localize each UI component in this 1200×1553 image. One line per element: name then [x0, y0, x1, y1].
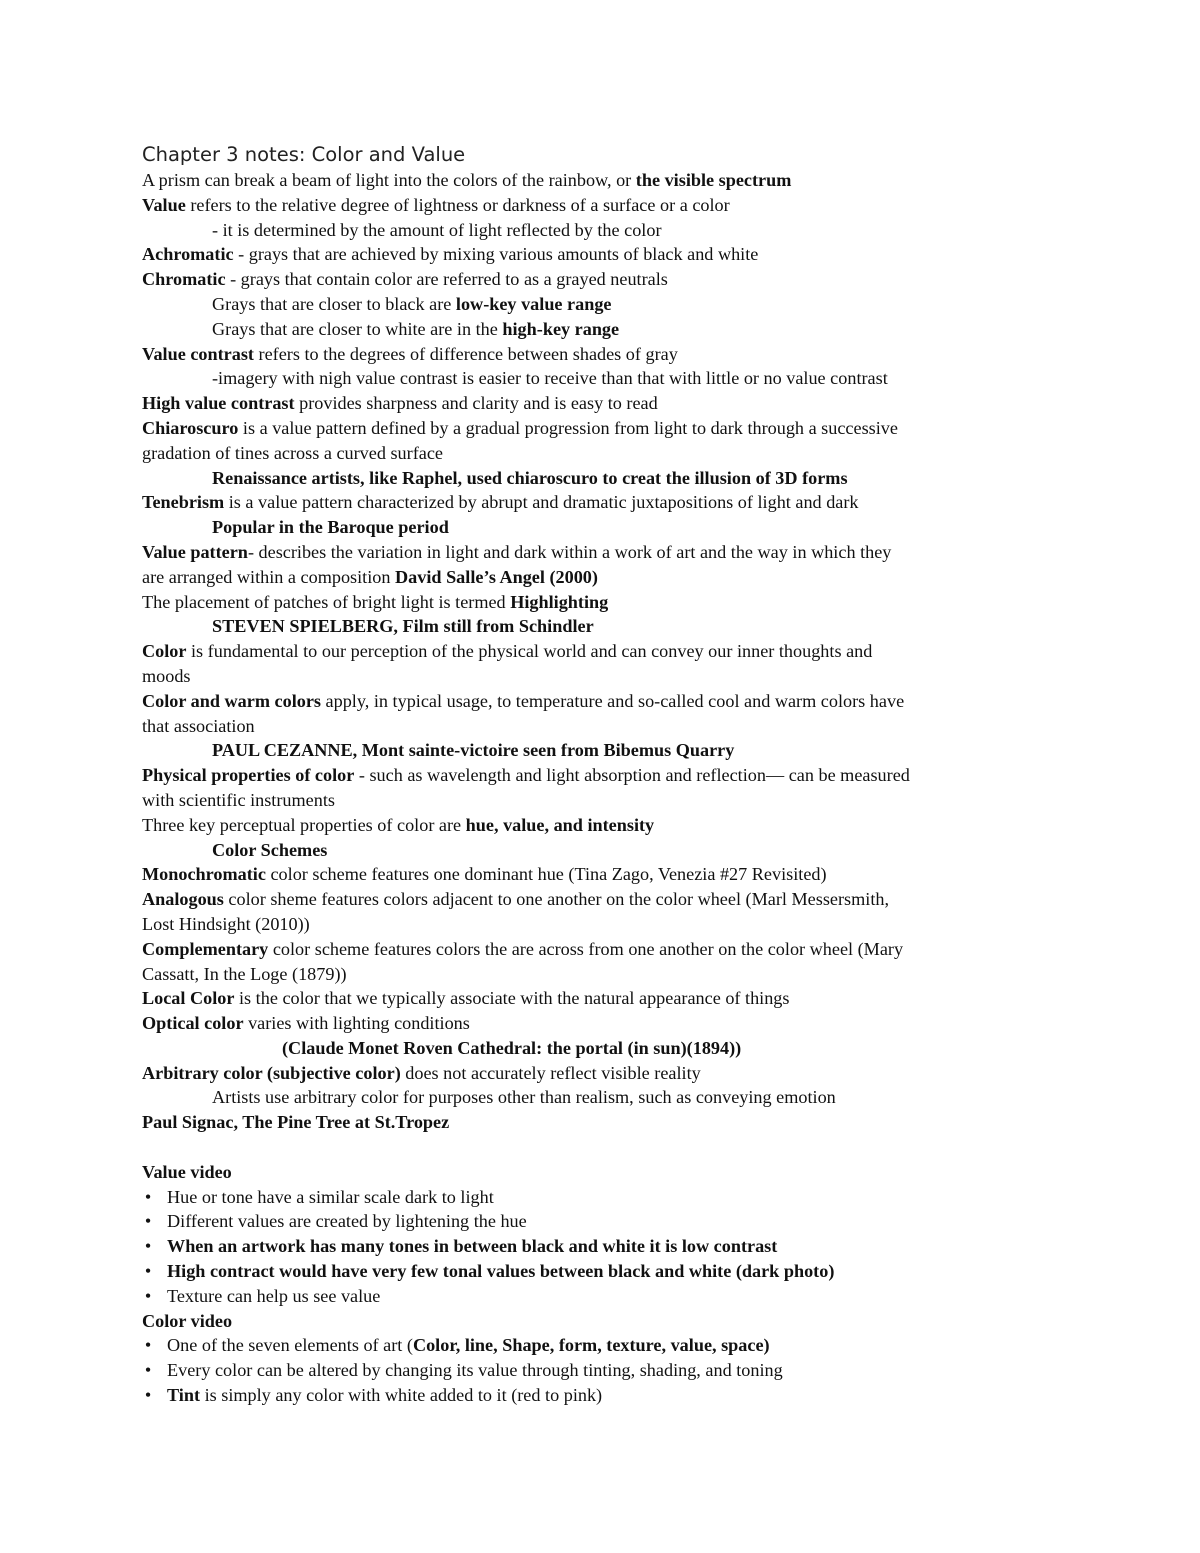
bullet-item: • One of the seven elements of art (Color, line, Shape, form, texture, value, space)	[142, 1333, 1062, 1358]
text-line: Physical properties of color - such as wavelength and light absorption and reflection— can be measured	[142, 765, 910, 786]
text-line: Renaissance artists, like Raphel, used chiaroscuro to creat the illusion of 3D forms	[212, 467, 848, 488]
text-line: Grays that are closer to white are in the high-key range	[212, 318, 620, 339]
text-line: - it is determined by the amount of light reflected by the color	[212, 219, 662, 240]
text-line: moods	[142, 665, 191, 686]
text-line: Grays that are closer to black are low-key value range	[212, 293, 612, 314]
text-line: Optical color varies with lighting conditions	[142, 1013, 470, 1034]
text-line: Tenebrism is a value pattern characterized by abrupt and dramatic juxtapositions of light and dark	[142, 492, 859, 513]
section-heading-value-video: Value video	[142, 1161, 232, 1182]
text-line: with scientific instruments	[142, 789, 335, 810]
bullet-item: • Tint is simply any color with white added to it (red to pink)	[142, 1383, 1062, 1408]
bullet-icon: •	[144, 1360, 152, 1381]
bullet-item: • High contract would have very few tonal values between black and white (dark photo)	[142, 1259, 1062, 1284]
text-line: Analogous color sheme features colors adjacent to one another on the color wheel (Marl Messersmith,	[142, 889, 890, 910]
blank-line	[142, 1135, 1062, 1160]
bullet-item: • Different values are created by lightening the hue	[142, 1209, 1062, 1234]
bullet-icon: •	[144, 1335, 152, 1356]
text-line: -imagery with nigh value contrast is easier to receive than that with little or no value contrast	[212, 368, 888, 389]
text-line: Monochromatic color scheme features one dominant hue (Tina Zago, Venezia #27 Revisited)	[142, 864, 827, 885]
bullet-item: • Every color can be altered by changing its value through tinting, shading, and toning	[142, 1358, 1062, 1383]
text-line: Popular in the Baroque period	[212, 517, 449, 538]
bullet-icon: •	[144, 1236, 152, 1257]
text-line: Color is fundamental to our perception of the physical world and can convey our inner thoughts and	[142, 641, 873, 662]
text-line: Lost Hindsight (2010))	[142, 913, 310, 934]
text-line: Paul Signac, The Pine Tree at St.Tropez	[142, 1112, 450, 1133]
text-line: STEVEN SPIELBERG, Film still from Schindler	[212, 616, 594, 637]
bullet-icon: •	[144, 1186, 152, 1207]
bullet-icon: •	[144, 1285, 152, 1306]
text-line: that association	[142, 715, 255, 736]
bullet-icon: •	[144, 1211, 152, 1232]
text-line: The placement of patches of bright light is termed Highlighting	[142, 591, 609, 612]
bullet-item: • When an artwork has many tones in between black and white it is low contrast	[142, 1234, 1062, 1259]
document-body	[142, 142, 1062, 1408]
text-line: gradation of tines across a curved surface	[142, 442, 443, 463]
text-line: Arbitrary color (subjective color) does not accurately reflect visible reality	[142, 1062, 701, 1083]
text-line: A prism can break a beam of light into the colors of the rainbow, or the visible spectrum	[142, 170, 792, 190]
text-line: Local Color is the color that we typically associate with the natural appearance of things	[142, 988, 790, 1009]
text-line: Three key perceptual properties of color are hue, value, and intensity	[142, 814, 655, 835]
text-line: Complementary color scheme features colors the are across from one another on the color wheel (Mary	[142, 938, 904, 959]
text-line: PAUL CEZANNE, Mont sainte-victoire seen from Bibemus Quarry	[212, 740, 735, 761]
bullet-icon: •	[144, 1385, 152, 1406]
text-line: High value contrast provides sharpness and clarity and is easy to read	[142, 393, 658, 414]
text-line: Color Schemes	[212, 839, 328, 860]
text-line: Color and warm colors apply, in typical usage, to temperature and so-called cool and warm colors have	[142, 690, 905, 711]
text-line: Achromatic - grays that are achieved by mixing various amounts of black and white	[142, 244, 759, 265]
bullet-icon: •	[144, 1261, 152, 1282]
bullet-item: • Hue or tone have a similar scale dark to light	[142, 1185, 1062, 1210]
text-line: are arranged within a composition David Salle’s Angel (2000)	[142, 566, 598, 587]
text-line: Value contrast refers to the degrees of difference between shades of gray	[142, 343, 678, 364]
text-line: (Claude Monet Roven Cathedral: the portal (in sun)(1894))	[282, 1037, 742, 1058]
page-title: Chapter 3 notes: Color and Value	[142, 143, 466, 166]
text-line: Chromatic - grays that contain color are referred to as a grayed neutrals	[142, 269, 668, 290]
bullet-item: • Texture can help us see value	[142, 1284, 1062, 1309]
text-line: Value pattern- describes the variation in light and dark within a work of art and the way in which they	[142, 541, 892, 562]
text-line: Value refers to the relative degree of lightness or darkness of a surface or a color	[142, 194, 730, 215]
text-line: Cassatt, In the Loge (1879))	[142, 963, 347, 984]
text-line: Artists use arbitrary color for purposes other than realism, such as conveying emotion	[212, 1087, 836, 1108]
section-heading-color-video: Color video	[142, 1310, 233, 1331]
text-line: Chiaroscuro is a value pattern defined by a gradual progression from light to dark through a successive	[142, 417, 898, 438]
